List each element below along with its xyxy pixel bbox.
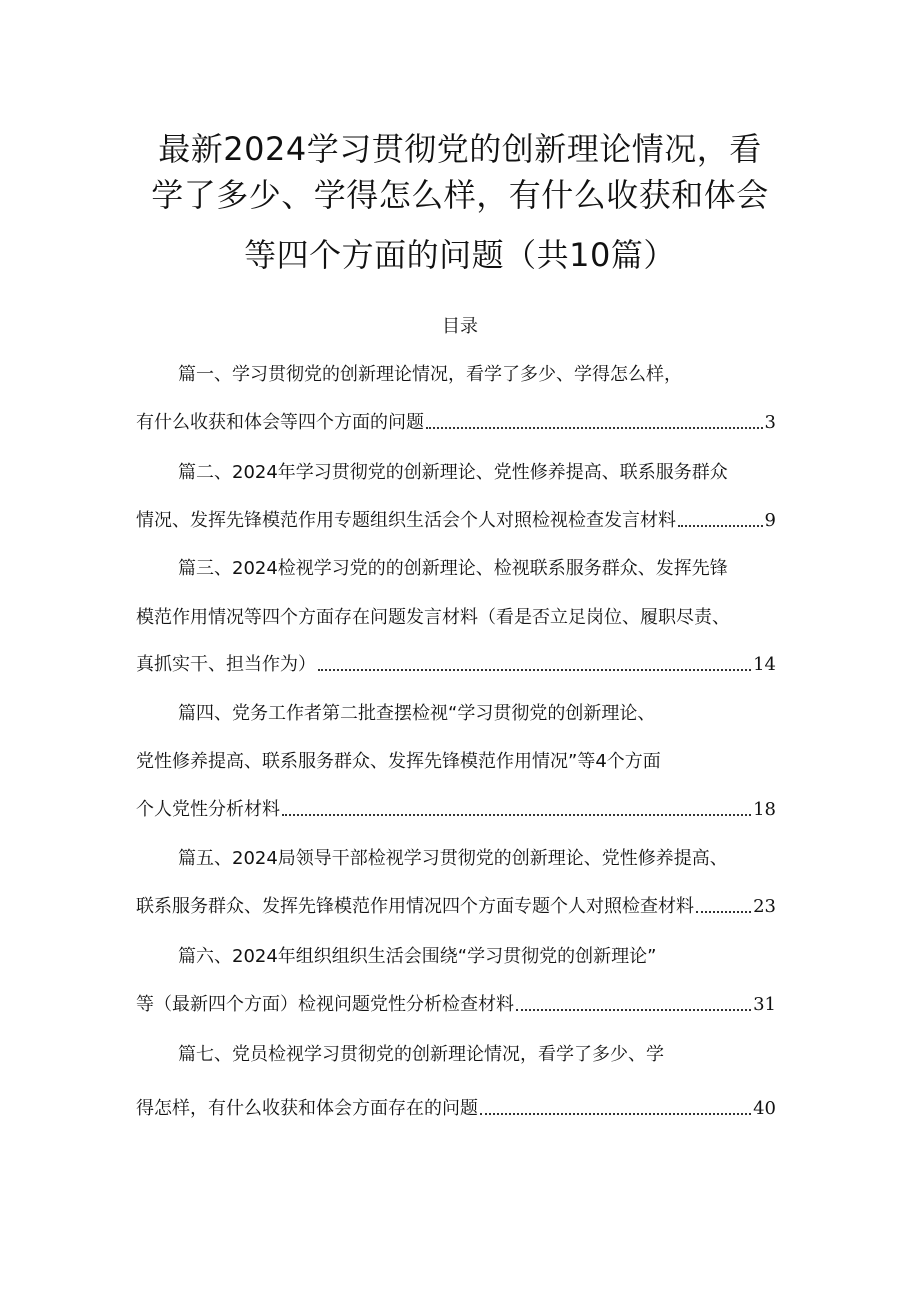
toc-entry-5-line-1[interactable]: 篇五、2024局领导干部检视学习贯彻党的创新理论、党性修养提高、 (178, 848, 728, 869)
toc-heading: 目录 (442, 316, 478, 337)
toc-entry-3-last-line[interactable] (136, 650, 776, 676)
toc-entry-3-line-1[interactable]: 篇三、2024检视学习党的的创新理论、检视联系服务群众、发挥先锋 (178, 558, 728, 579)
toc-entry-5-last-line[interactable] (136, 892, 776, 918)
toc-entry-1-line-1[interactable]: 篇一、学习贯彻党的创新理论情况，看学了多少、学得怎么样， (178, 364, 682, 385)
dot-leader (318, 669, 751, 671)
toc-entry-1-last-line[interactable] (136, 408, 776, 434)
toc-entry-7-line-1[interactable]: 篇七、党员检视学习贯彻党的创新理论情况，看学了多少、学 (178, 1044, 664, 1065)
toc-entry-2-line-1[interactable]: 篇二、2024年学习贯彻党的创新理论、党性修养提高、联系服务群众 (178, 462, 728, 483)
toc-entry-6-text: 等（最新四个方面）检视问题党性分析检查材料 (136, 994, 514, 1015)
toc-entry-3-text: 真抓实干、担当作为） (136, 654, 316, 675)
toc-entry-5-page: 23 (753, 896, 776, 917)
dot-leader (480, 1113, 751, 1115)
toc-entry-7-last-line[interactable] (136, 1094, 776, 1120)
toc-entry-7-text: 得怎样，有什么收获和体会方面存在的问题 (136, 1098, 478, 1119)
toc-entry-4-line-2[interactable]: 党性修养提高、联系服务群众、发挥先锋模范作用情况”等4个方面 (136, 751, 661, 772)
dot-leader (282, 814, 751, 816)
toc-entry-7-page: 40 (753, 1098, 776, 1119)
toc-entry-3-page: 14 (753, 654, 776, 675)
dot-leader (678, 525, 763, 527)
toc-entry-6-line-1[interactable]: 篇六、2024年组织组织生活会围绕“学习贯彻党的创新理论” (178, 946, 657, 967)
toc-entry-2-last-line[interactable] (136, 506, 776, 532)
dot-leader (516, 1009, 751, 1011)
toc-entry-4-text: 个人党性分析材料 (136, 799, 280, 820)
toc-entry-2-text: 情况、发挥先锋模范作用专题组织生活会个人对照检视检查发言材料 (136, 510, 676, 531)
toc-entry-5-text: 联系服务群众、发挥先锋模范作用情况四个方面专题个人对照检查材料 (136, 896, 694, 917)
document-title-line-2: 学了多少、学得怎么样，有什么收获和体会 (151, 176, 769, 214)
toc-entry-6-page: 31 (753, 994, 776, 1015)
dot-leader (426, 427, 763, 429)
dot-leader (696, 911, 751, 913)
toc-entry-6-last-line[interactable] (136, 990, 776, 1016)
toc-entry-4-last-line[interactable] (136, 795, 776, 821)
toc-entry-3-line-2[interactable]: 模范作用情况等四个方面存在问题发言材料（看是否立足岗位、履职尽责、 (136, 607, 730, 628)
document-title-line-1: 最新2024学习贯彻党的创新理论情况，看 (158, 130, 762, 168)
toc-entry-4-page: 18 (753, 799, 776, 820)
toc-entry-4-line-1[interactable]: 篇四、党务工作者第二批查摆检视“学习贯彻党的创新理论、 (178, 703, 656, 724)
toc-entry-2-page: 9 (764, 510, 776, 531)
toc-entry-1-page: 3 (764, 412, 776, 433)
document-title-line-3: 等四个方面的问题（共10篇） (244, 236, 676, 274)
toc-entry-1-text: 有什么收获和体会等四个方面的问题 (136, 412, 424, 433)
